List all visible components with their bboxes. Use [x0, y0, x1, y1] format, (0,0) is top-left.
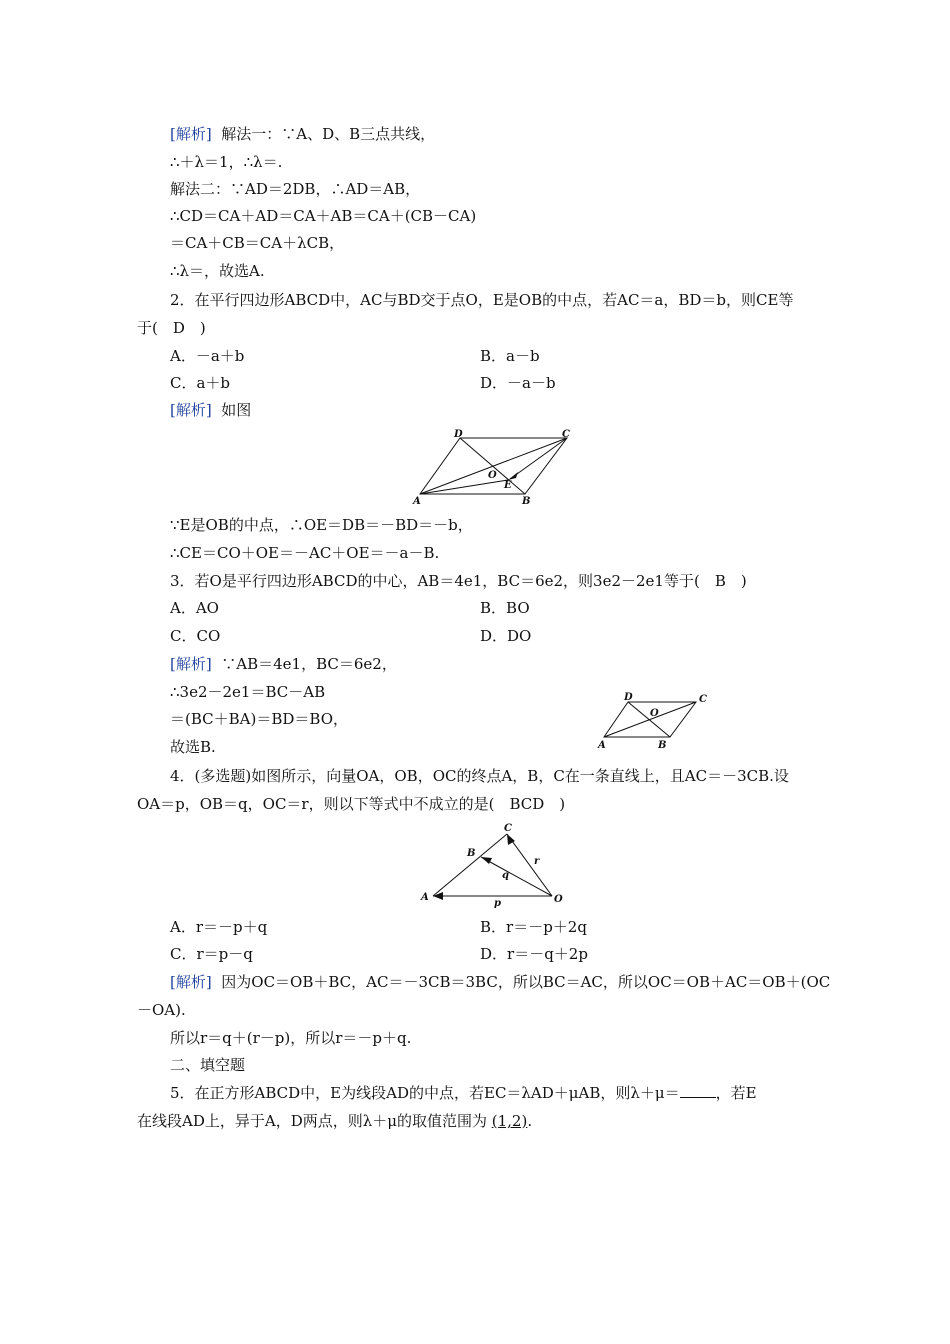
answer-range: (1,2) [491, 1112, 528, 1130]
question-3-analysis [170, 654, 397, 674]
question-5-stem-2 [137, 1111, 532, 1131]
question-3-line-2: ∴3e2－2e1＝BC－AB [170, 683, 326, 701]
label-o: O [650, 708, 659, 719]
solution-1-line-6: ∴λ＝，故选A. [170, 262, 265, 280]
question-2-option-d: D．－a－b [480, 374, 556, 392]
question-3-line-4: 故选B. [170, 738, 216, 756]
question-2-option-a: A．－a＋b [170, 347, 245, 365]
analysis-text: ∵AB＝4e1，BC＝6e2， [221, 655, 397, 673]
label-c: C [504, 823, 512, 834]
question-5-text-c: 在线段AD上，异于A，D两点，则λ＋μ的取值范围为 [137, 1112, 487, 1130]
label-d: D [454, 429, 463, 440]
question-5-text-d: . [527, 1112, 533, 1130]
question-2-stem-1: 2．在平行四边形ABCD中，AC与BD交于点O，E是OB的中点，若AC＝a，BD＝b，则CE等 [170, 291, 794, 309]
question-3-line-3: ＝(BC＋BA)＝BD＝BO， [170, 710, 348, 728]
vector-q [481, 857, 552, 896]
label-o: O [554, 894, 563, 905]
label-r: r [534, 856, 540, 867]
label-b: B [467, 848, 476, 859]
arrowhead [508, 472, 518, 480]
question-4-option-a: A．r＝－p＋q [170, 918, 268, 936]
analysis-tag: [解析] [170, 655, 212, 673]
parallelogram-figure-q3 [594, 688, 710, 752]
question-2-analysis [170, 400, 251, 420]
label-c: C [562, 429, 570, 440]
question-5-text-b: ，若E [715, 1084, 757, 1102]
label-c: C [699, 694, 707, 705]
label-d: D [624, 692, 633, 703]
solution-1-line-3: 解法二：∵AD＝2DB，∴AD＝AB， [170, 180, 421, 198]
label-o: O [488, 470, 497, 481]
diagonal-bd [628, 702, 670, 737]
question-3-option-b: B．BO [480, 599, 530, 617]
question-5-text-a: 5．在正方形ABCD中，E为线段AD的中点，若EC＝λAD＋μAB，则λ＋μ＝ [170, 1084, 680, 1102]
question-4-stem-2: OA＝p，OB＝q，OC＝r，则以下等式中不成立的是( BCD ) [137, 795, 566, 813]
answer-blank [680, 1085, 716, 1098]
vector-ce [510, 438, 567, 479]
question-3-option-a: A．AO [170, 599, 219, 617]
solution-1-text: 解法一：∵A、D、B三点共线， [221, 125, 436, 143]
label-a: A [421, 892, 429, 903]
question-2-after-1: ∵E是OB的中点，∴OE＝DB＝－BD＝－b， [170, 516, 473, 534]
question-3-option-c: C．CO [170, 627, 221, 645]
solution-1-line-2: ∴＋λ＝1，∴λ＝. [170, 153, 283, 171]
question-2-option-c: C．a＋b [170, 374, 231, 392]
question-4-analysis-2: －OA). [137, 1001, 186, 1019]
question-4-option-c: C．r＝p－q [170, 945, 253, 963]
question-4-option-d: D．r＝－q＋2p [480, 945, 588, 963]
label-b: B [658, 740, 667, 751]
question-4-option-b: B．r＝－p＋2q [480, 918, 587, 936]
parallelogram-figure-q2 [410, 428, 580, 508]
triangle-figure-q4 [415, 820, 575, 908]
question-5-stem-1 [170, 1083, 757, 1103]
label-a: A [598, 740, 606, 751]
diagonal-ac [420, 438, 567, 494]
question-4-analysis-3: 所以r＝q＋(r－p)，所以r＝－p＋q. [170, 1029, 412, 1047]
label-q: q [502, 870, 509, 881]
analysis-tag: [解析] [170, 125, 212, 143]
label-p: p [494, 898, 501, 908]
question-3-stem: 3．若O是平行四边形ABCD的中心，AB＝4e1，BC＝6e2，则3e2－2e1等于( B ) [170, 572, 747, 590]
label-a: A [413, 496, 421, 507]
segment-ae [420, 480, 508, 494]
label-e: E [504, 480, 512, 491]
analysis-tag: [解析] [170, 401, 212, 419]
analysis-tag: [解析] [170, 973, 212, 991]
label-b: B [522, 496, 531, 507]
solution-1-line-5: ＝CA＋CB＝CA＋λCB， [170, 234, 345, 252]
vector-r [507, 834, 552, 896]
solution-1-line-1 [170, 124, 435, 144]
question-2-stem-2: 于( D ) [137, 319, 206, 337]
question-4-analysis-1 [170, 972, 830, 992]
arrowhead-a [433, 892, 443, 900]
arrowhead-b [481, 857, 492, 864]
solution-1-line-4: ∴CD＝CA＋AD＝CA＋AB＝CA＋(CB－CA) [170, 207, 477, 225]
question-4-stem-1: 4．(多选题)如图所示，向量OA，OB，OC的终点A，B，C在一条直线上，且AC＝－3CB.设 [170, 767, 789, 785]
analysis-text: 因为OC＝OB＋BC，AC＝－3CB＝3BC，所以BC＝AC，所以OC＝OB＋AC＝OB＋(OC [221, 973, 831, 991]
question-2-option-b: B．a－b [480, 347, 540, 365]
question-3-option-d: D．DO [480, 627, 532, 645]
section-heading: 二、填空题 [170, 1056, 246, 1074]
question-2-after-2: ∴CE＝CO＋OE＝－AC＋OE＝－a－B. [170, 544, 440, 562]
analysis-text: 如图 [221, 401, 252, 419]
